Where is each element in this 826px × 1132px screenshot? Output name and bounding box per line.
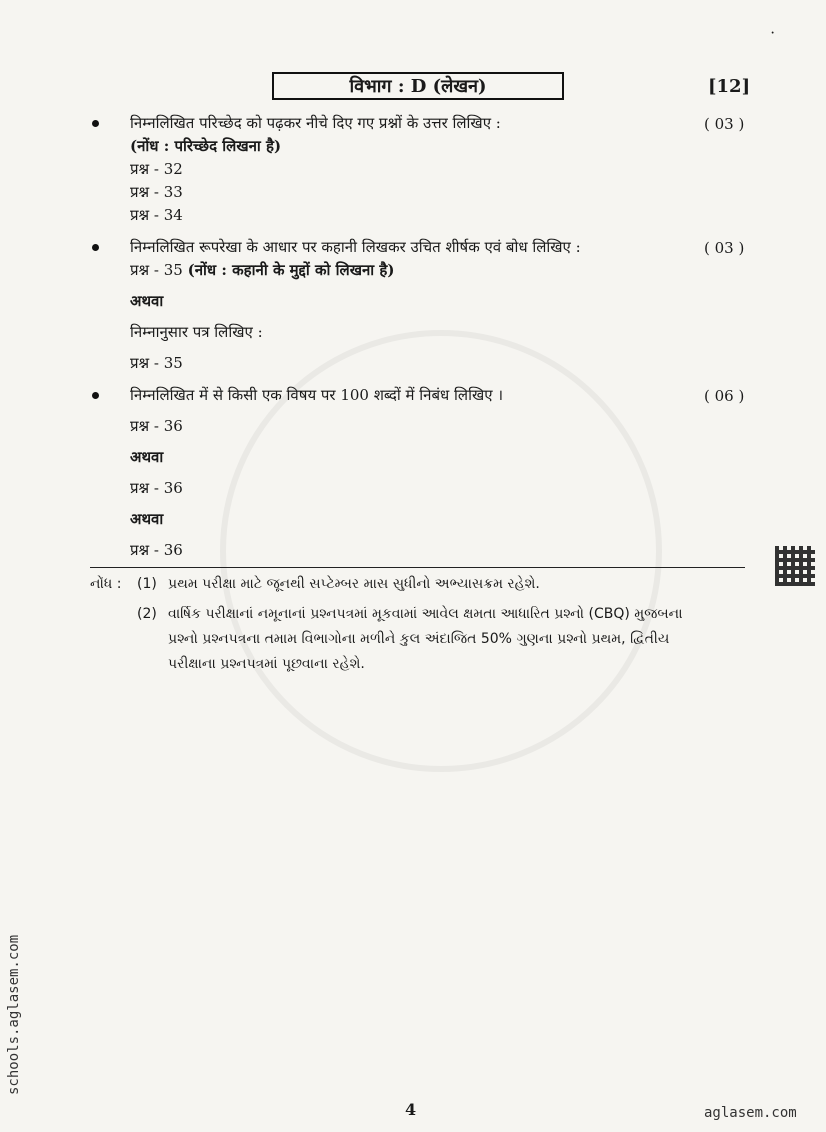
q3-or-1: अथवा [130,448,164,466]
note-2-line-2: પ્રશ્નો પ્રશ્નપત્રના તમામ વિભાગોના મળીને કુલ અંદાજિત 50% ગુણના પ્રશ્નો પ્રથમ, દ્વિતીય [168,631,670,647]
qr-code-icon [775,546,815,586]
q3-item-2: प्रश्न - 36 [130,479,183,497]
q2-instruction: निम्नलिखित रूपरेखा के आधार पर कहानी लिखकर उचित शीर्षक एवं बोध लिखिए : [130,238,581,256]
page-number: 4 [405,1100,417,1119]
q3-item-1: प्रश्न - 36 [130,417,183,435]
q1-note: (नोंध : परिच्छेद लिखना है) [130,137,282,155]
section-heading: विभाग : D (लेखन) [272,72,564,100]
bullet-q1 [92,120,99,127]
q2-marks: ( 03 ) [704,239,745,257]
q3-instruction: निम्नलिखित में से किसी एक विषय पर 100 शब्दों में निबंध लिखिए । [130,386,504,404]
section-total-marks: [12] [708,76,751,97]
note-1-number: (1) [137,576,157,592]
q2-note: (नोंध : कहानी के मुद्दों को लिखना है) [187,261,395,279]
note-2-line-1: વાર્ષિક પરીક્ષાનાં નમૂનાનાં પ્રશ્નપત્રમાં મૂકવામાં આવેલ ક્ષમતા આધારિત પ્રશ્નો (CBQ) મુજબના [168,606,683,622]
side-watermark: schools.aglasem.com [6,934,22,1095]
bullet-q3 [92,392,99,399]
note-2-number: (2) [137,606,157,622]
scan-marks: ⠁ [770,30,779,44]
q2-item [130,260,394,280]
q2-or-label: अथवा [130,292,164,310]
q3-marks: ( 06 ) [704,387,745,405]
note-1-text: પ્રથમ પરીક્ષા માટે જૂનથી સપ્ટેમ્બર માસ સુધીનો અભ્યાસક્રમ રહેશે. [168,576,540,592]
divider-line [90,567,745,568]
site-watermark: aglasem.com [704,1105,797,1121]
bullet-q2 [92,244,99,251]
notes-label: નોંધ : [90,576,122,592]
q2-alt-instruction: निम्नानुसार पत्र लिखिए : [130,323,263,341]
q2-item-number: प्रश्न - 35 [130,261,183,279]
q2-alt-item: प्रश्न - 35 [130,354,183,372]
q1-item-32: प्रश्न - 32 [130,160,183,178]
q1-item-34: प्रश्न - 34 [130,206,183,224]
q1-item-33: प्रश्न - 33 [130,183,183,201]
note-2-line-3: પરીક્ષાના પ્રશ્નપત્રમાં પૂછવાના રહેશે. [168,656,365,672]
q3-item-3: प्रश्न - 36 [130,541,183,559]
q1-marks: ( 03 ) [704,115,745,133]
q1-instruction: निम्नलिखित परिच्छेद को पढ़कर नीचे दिए गए प्रश्नों के उत्तर लिखिए : [130,114,501,132]
q3-or-2: अथवा [130,510,164,528]
